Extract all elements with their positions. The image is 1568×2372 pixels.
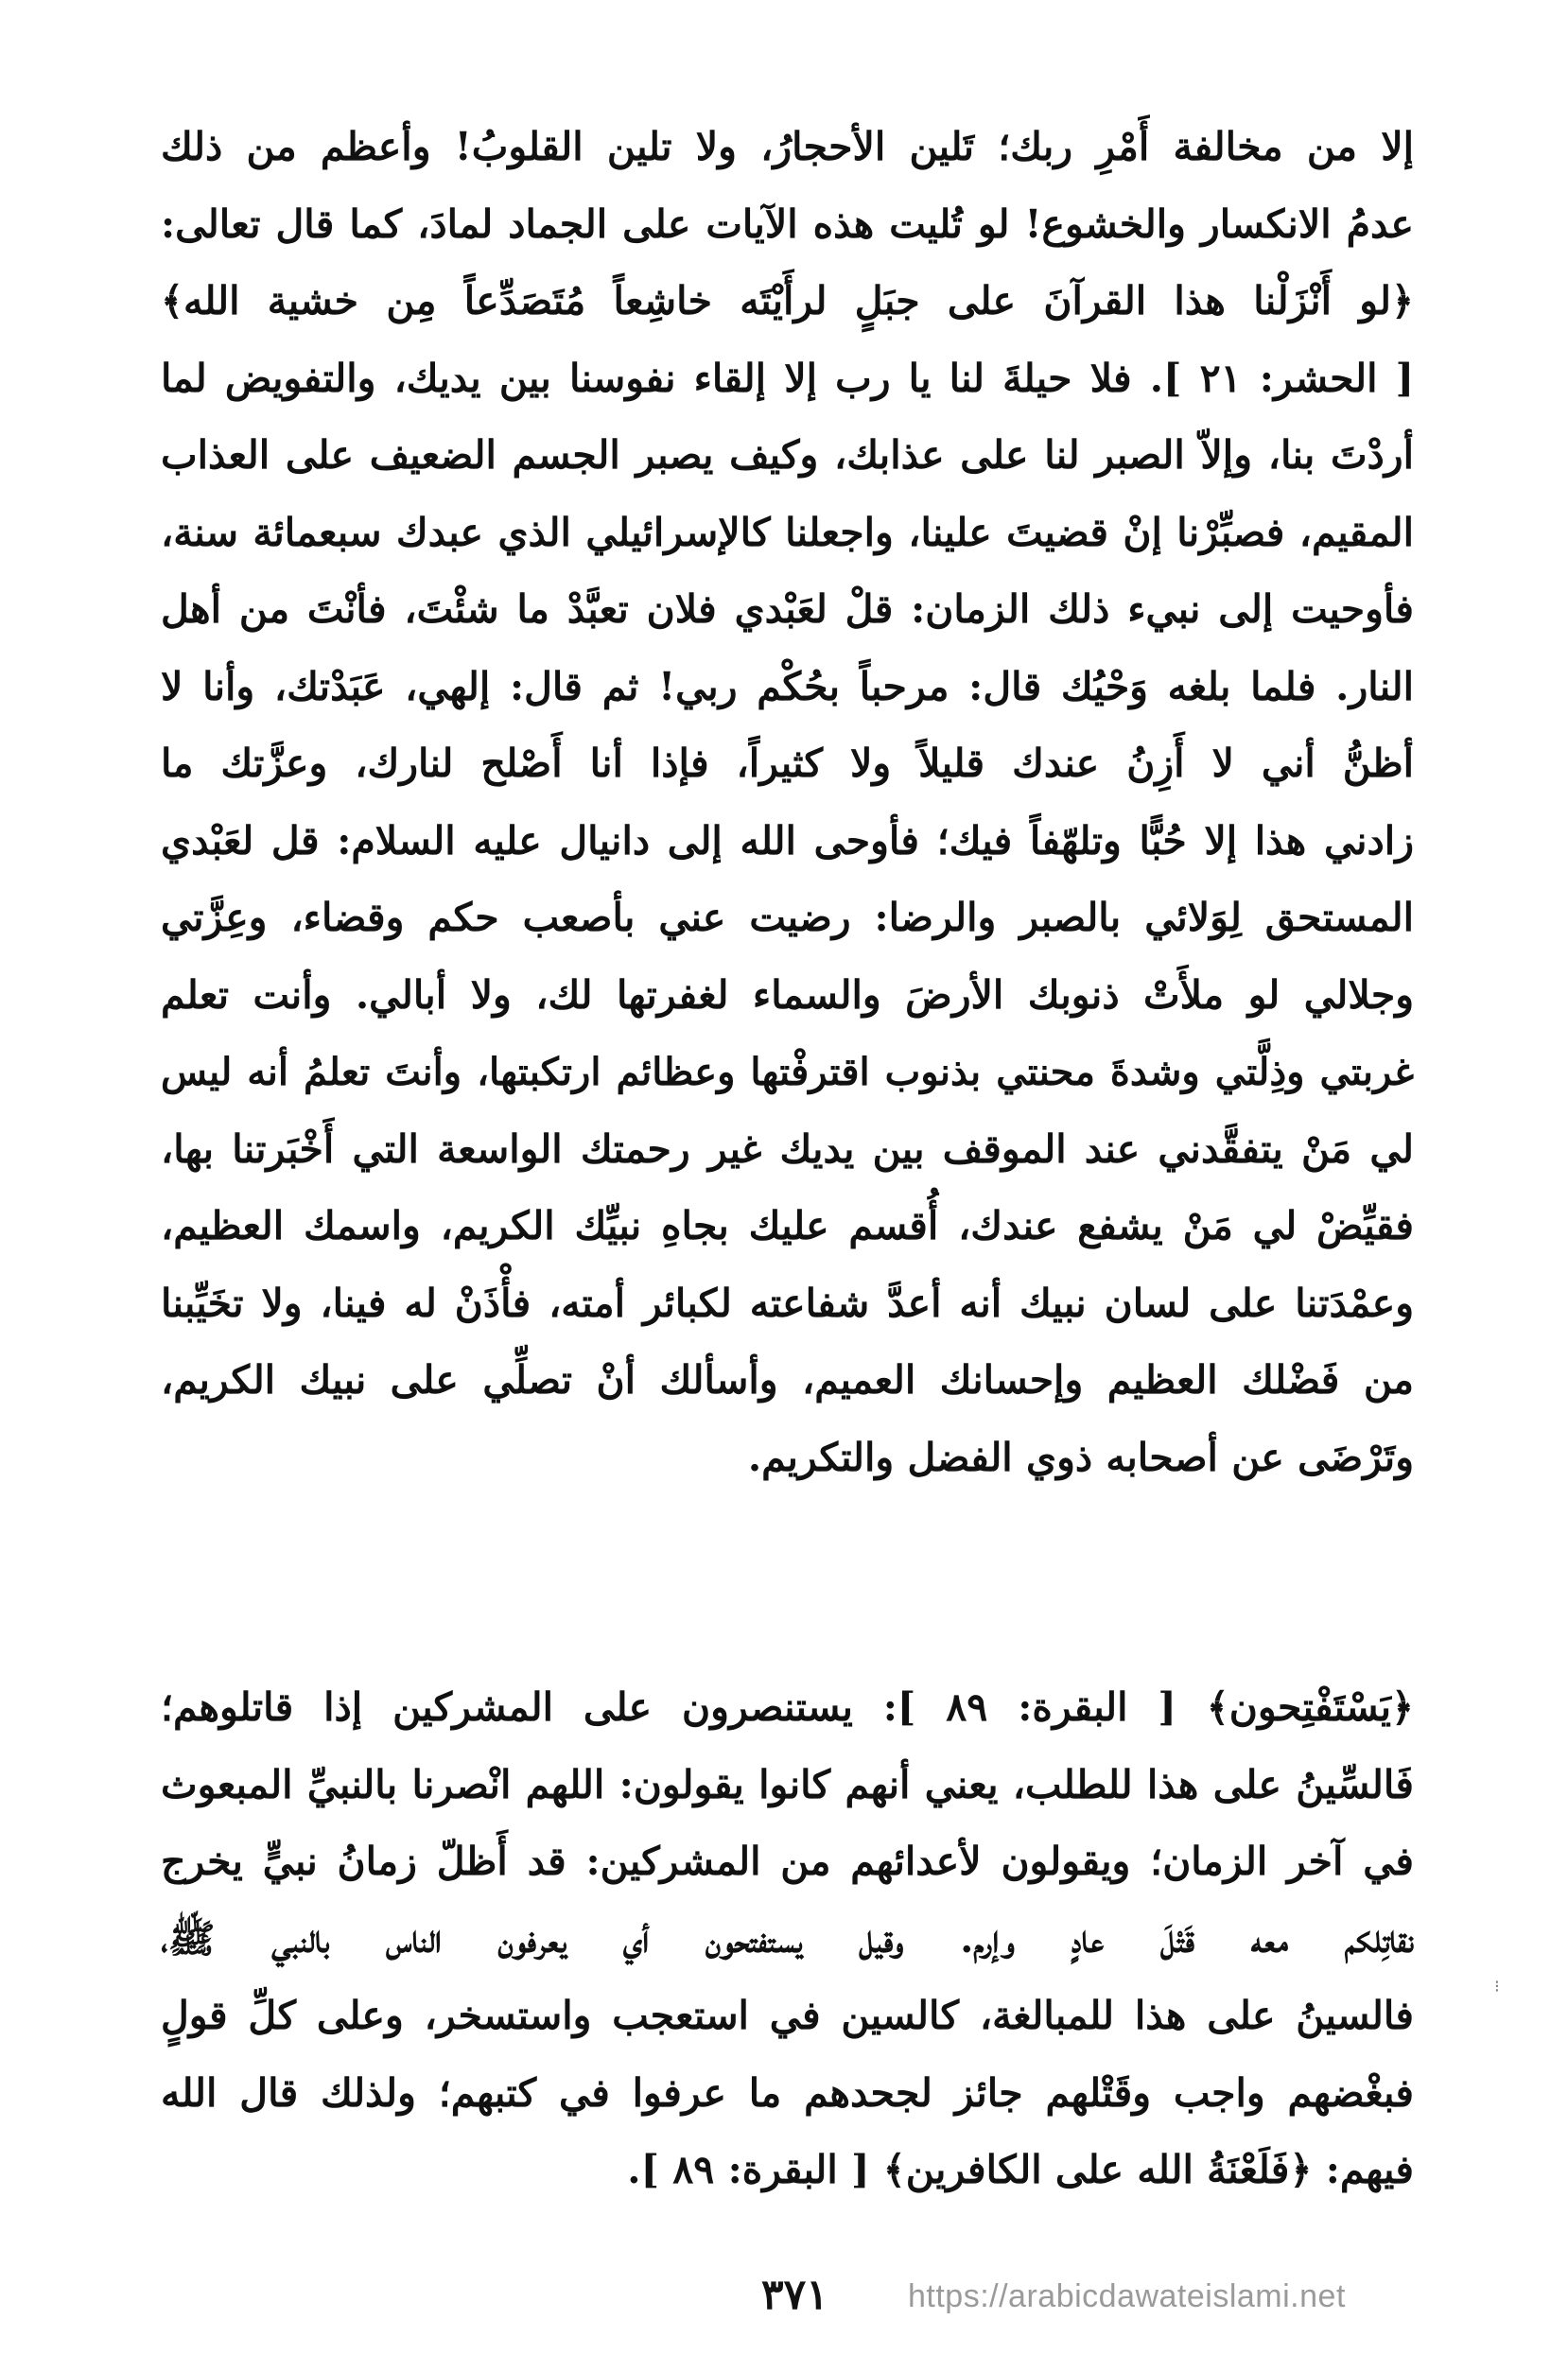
text-line: فبغْضهم واجب وقَتْلهم جائز لجحدهم ما عرفوا في كتبهم؛ ولذلك قال الله	[161, 2069, 1414, 2116]
text-line: المقيم، فصبِّرْنا إنْ قضيتَ علينا، واجعلنا كالإسرائيلي الذي عبدك سبعمائة سنة،	[161, 509, 1414, 555]
text-line: في آخر الزمان؛ ويقولون لأعدائهم من المشركين: قد أَظلّ زمانُ نبيٍّ يخرج	[161, 1839, 1414, 1884]
text-line: المستحق لِوَلائي بالصبر والرضا: رضيت عني بأصعب حكم وقضاء، وعِزَّتي	[161, 895, 1414, 940]
text-line: ﴿يَسْتَفْتِحون﴾ [ البقرة: ٨٩ ]: يستنصرون على المشركين إذا قاتلوهم؛	[161, 1684, 1415, 1730]
margin-mark: ⁝	[1494, 1977, 1500, 1997]
text-line: وتَرْضَى عن أصحابه ذوي الفضل والتكريم.	[747, 1434, 1414, 1480]
paragraph-tafsir	[161, 1669, 1414, 2209]
page-number: ٣٧١	[761, 2271, 828, 2319]
text-line: وعمْدَتنا على لسان نبيك أنه أعدَّ شفاعته لكبائر أمته، فأْذَنْ له فينا، ولا تخَيِّبنا	[161, 1280, 1414, 1326]
text-line: نقاتِلكم معه قَتْلَ عادٍ وإرم. وقيل يستفتحون أي يعرفون الناس بالنبي ﷺ،	[161, 1915, 1414, 1962]
text-line: فأوحيت إلى نبيء ذلك الزمان: قلْ لعَبْدي فلان تعبَّدْ ما شئْتَ، فأنْتَ من أهل	[161, 586, 1414, 632]
text-line: [ الحشر: ٢١ ]. فلا حيلةَ لنا يا رب إلا إلقاء نفوسنا بين يديك، والتفويض لما	[161, 355, 1414, 401]
text-line: فالسينُ على هذا للمبالغة، كالسين في استعجب واستسخر، وعلى كلِّ قولٍ	[161, 1993, 1414, 2038]
text-line: غربتي وذِلَّتي وشدةَ محنتي بذنوب اقترفْتها وعظائم ارتكبتها، وأنتَ تعلمُ أنه ليس	[161, 1050, 1414, 1094]
text-line: وجلالي لو ملأَتْ ذنوبك الأرضَ والسماء لغفرتها لك، ولا أبالي. وأنت تعلم	[161, 971, 1414, 1018]
text-line: من فَضْلك العظيم وإحسانك العميم، وأسألك أنْ تصلِّي على نبيك الكريم،	[161, 1357, 1414, 1403]
text-line: ﴿لو أَنْزَلْنا هذا القرآنَ على جبَلٍ لرأَيْتَه خاشِعاً مُتَصَدِّعاً مِن خشية الله﴾	[161, 278, 1414, 323]
watermark-url: https://arabicdawateislami.net	[908, 2278, 1346, 2314]
paragraph-prayer	[161, 109, 1414, 1496]
text-line: زادني هذا إلا حُبًّا وتلهّفاً فيك؛ فأوحى الله إلى دانيال عليه السلام: قل لعَبْدي	[161, 817, 1414, 863]
text-line: أردْتَ بنا، وإلاّ الصبر لنا على عذابك، وكيف يصبر الجسم الضعيف على العذاب	[161, 432, 1414, 478]
text-line: أظنُّ أني لا أَزِنُ عندك قليلاً ولا كثيراً، فإذا أنا أَصْلح لنارك، وعزَّتك ما	[161, 741, 1414, 786]
text-line: لي مَنْ يتفقَّدني عند الموقف بين يديك غير رحمتك الواسعة التي أَخْبَرتنا بها،	[161, 1125, 1414, 1172]
text-line: النار. فلما بلغه وَحْيُك قال: مرحباً بحُكْم ربي! ثم قال: إلهي، عَبَدْتك، وأنا لا	[161, 663, 1414, 709]
text-line: إلا من مخالفة أَمْرِ ربك؛ تَلين الأحجارُ، ولا تلين القلوبُ! وأعظم من ذلك	[161, 124, 1414, 169]
text-line: فقيِّضْ لي مَنْ يشفع عندك، أُقسم عليك بجاهِ نبيِّك الكريم، واسمك العظيم،	[161, 1203, 1414, 1248]
text-line: فَالسِّينُ على هذا للطلب، يعني أنهم كانوا يقولون: اللهم انْصرنا بالنبيِّ المبعوث	[161, 1761, 1414, 1807]
text-line: فيهم: ﴿فَلَعْنَةُ الله على الكافرين﴾ [ البقرة: ٨٩ ].	[627, 2147, 1414, 2192]
page-footer	[0, 2265, 1568, 2331]
text-line: عدمُ الانكسار والخشوع! لو تُليت هذه الآيات على الجماد لمادَ، كما قال تعالى:	[161, 201, 1414, 247]
